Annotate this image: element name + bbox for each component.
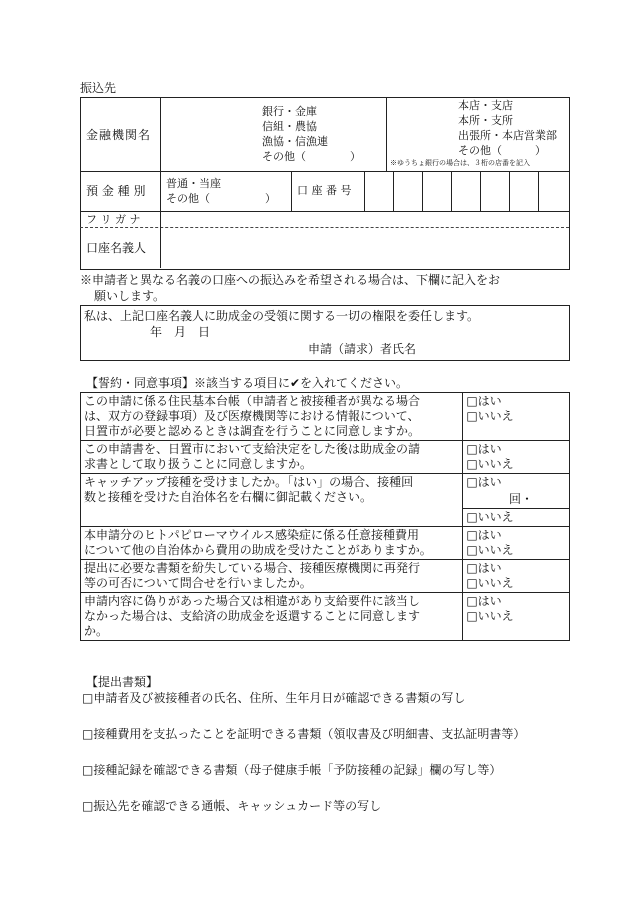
note-line-2: 願いします。 [94, 289, 166, 303]
row-divider [80, 171, 569, 172]
yes-checkbox[interactable]: □はい [466, 594, 502, 608]
oath-row [81, 527, 570, 560]
branch-type-sub: 出張所・本店営業部 [458, 129, 557, 142]
oath-row [81, 560, 570, 593]
document-item[interactable]: □振込先を確認できる通帳、キャッシュカード等の写し [82, 799, 382, 813]
oath-question-line: 申請内容に偽りがあった場合又は相違があり支給要件に該当し [84, 594, 420, 608]
branch-type-main: 本店・支店 [458, 99, 513, 112]
institution-type-other: その他（ ） [262, 150, 361, 163]
digit-cell-divider [538, 171, 539, 211]
deposit-type-other: その他（ ） [166, 192, 276, 205]
catchup-count-field[interactable]: 回・ [463, 491, 569, 509]
yes-checkbox[interactable]: □はい [466, 528, 502, 542]
no-checkbox[interactable]: □いいえ [466, 510, 514, 524]
digit-cell-divider [509, 171, 510, 211]
no-checkbox[interactable]: □いいえ [466, 576, 514, 590]
document-item[interactable]: □接種記録を確認できる書類（母子健康手帳「予防接種の記録」欄の写し等） [82, 763, 502, 777]
oath-question-line: は、双方の登録事項）及び医療機関等における情報について、 [84, 409, 420, 423]
institution-type-fishery: 漁協・信漁連 [262, 135, 328, 148]
digit-cell-divider [451, 171, 452, 211]
delegation-date: 年 月 日 [150, 325, 211, 339]
oath-question-line: か。 [84, 624, 109, 638]
institution-type-bank: 銀行・金庫 [262, 105, 317, 118]
row-divider [80, 211, 569, 212]
col-divider [386, 97, 387, 171]
document-item[interactable]: □接種費用を支払ったことを証明できる書類（領収書及び明細書、支払証明書等） [82, 727, 526, 741]
oath-question-line: この申請書を、日置市において支給決定をした後は助成金の請 [84, 442, 421, 456]
oath-question-line: 提出に必要な書類を紛失している場合、接種医療機関に再発行 [84, 561, 421, 575]
branch-type-office: 本所・支所 [458, 114, 513, 127]
account-number-label: 口 座 番 号 [297, 184, 352, 197]
holder-label: 口座名義人 [86, 241, 147, 255]
oath-question-line: について他の自治体から費用の助成を受けたことがありますか。 [84, 543, 432, 557]
no-checkbox[interactable]: □いいえ [466, 457, 514, 471]
oath-row [81, 593, 570, 641]
yes-checkbox[interactable]: □はい [466, 442, 502, 456]
col-divider [364, 171, 365, 211]
oath-question-line: この申請に係る住民基本台帳（申請者と被接種者が異なる場合 [84, 394, 421, 408]
oath-row [81, 474, 570, 527]
yes-checkbox[interactable]: □はい [466, 561, 502, 575]
oath-question-line: 数と接種を受けた自治体名を右欄に御記載ください。 [84, 490, 373, 504]
oath-row [81, 441, 570, 474]
deposit-type-ordinary: 普通・当座 [166, 177, 221, 190]
col-divider [160, 97, 161, 268]
no-checkbox[interactable]: □いいえ [466, 609, 514, 623]
delegation-signer: 申請（請求）者氏名 [308, 342, 417, 356]
oath-header: 【誓約・同意事項】※該当する項目に✔を入れてください。 [86, 376, 409, 390]
furigana-label: フ リ ガ ナ [86, 213, 141, 226]
institution-type-credit: 信組・農協 [262, 120, 317, 133]
oath-question-line: 本申請分のヒトパピローマウイルス感染症に係る任意接種費用 [84, 528, 420, 542]
oath-question-line: キャッチアップ接種を受けましたか。「はい」の場合、接種回 [84, 475, 414, 489]
oath-row [81, 393, 570, 441]
delegation-text: 私は、上記口座名義人に助成金の受領に関する一切の権限を委任します。 [84, 309, 480, 323]
oath-table [80, 392, 570, 641]
branch-type-other: その他（ ） [458, 144, 546, 157]
no-checkbox[interactable]: □いいえ [466, 409, 514, 423]
digit-cell-divider [422, 171, 423, 211]
yes-checkbox[interactable]: □はい [466, 394, 502, 408]
oath-question-line: 等の可否について問合せを行いましたか。 [84, 576, 312, 590]
oath-question-line: 求書として取り扱うことに同意しますか。 [84, 457, 313, 471]
yes-checkbox[interactable]: □はい [466, 475, 502, 489]
yucho-note: ※ゆうちょ銀行の場合は、３桁の店番を記入 [390, 159, 530, 167]
oath-question-line: 日置市が必要と認めるときは調査を行うことに同意しますか。 [84, 424, 421, 438]
col-divider [291, 171, 292, 211]
deposit-type-label: 預 金 種 別 [86, 184, 146, 198]
no-checkbox[interactable]: □いいえ [466, 543, 514, 557]
institution-label: 金融機関名 [86, 128, 152, 142]
oath-question-line: なかった場合は、支給済の助成金を返還することに同意します [84, 609, 421, 623]
documents-header: 【提出書類】 [86, 675, 159, 689]
section-title: 振込先 [80, 81, 117, 95]
document-item[interactable]: □申請者及び被接種者の氏名、住所、生年月日が確認できる書類の写し [82, 691, 466, 705]
note-line-1: ※申請者と異なる名義の口座への振込みを希望される場合は、下欄に記入をお [80, 273, 501, 287]
digit-cell-divider [393, 171, 394, 211]
row-divider [80, 227, 569, 228]
digit-cell-divider [480, 171, 481, 211]
